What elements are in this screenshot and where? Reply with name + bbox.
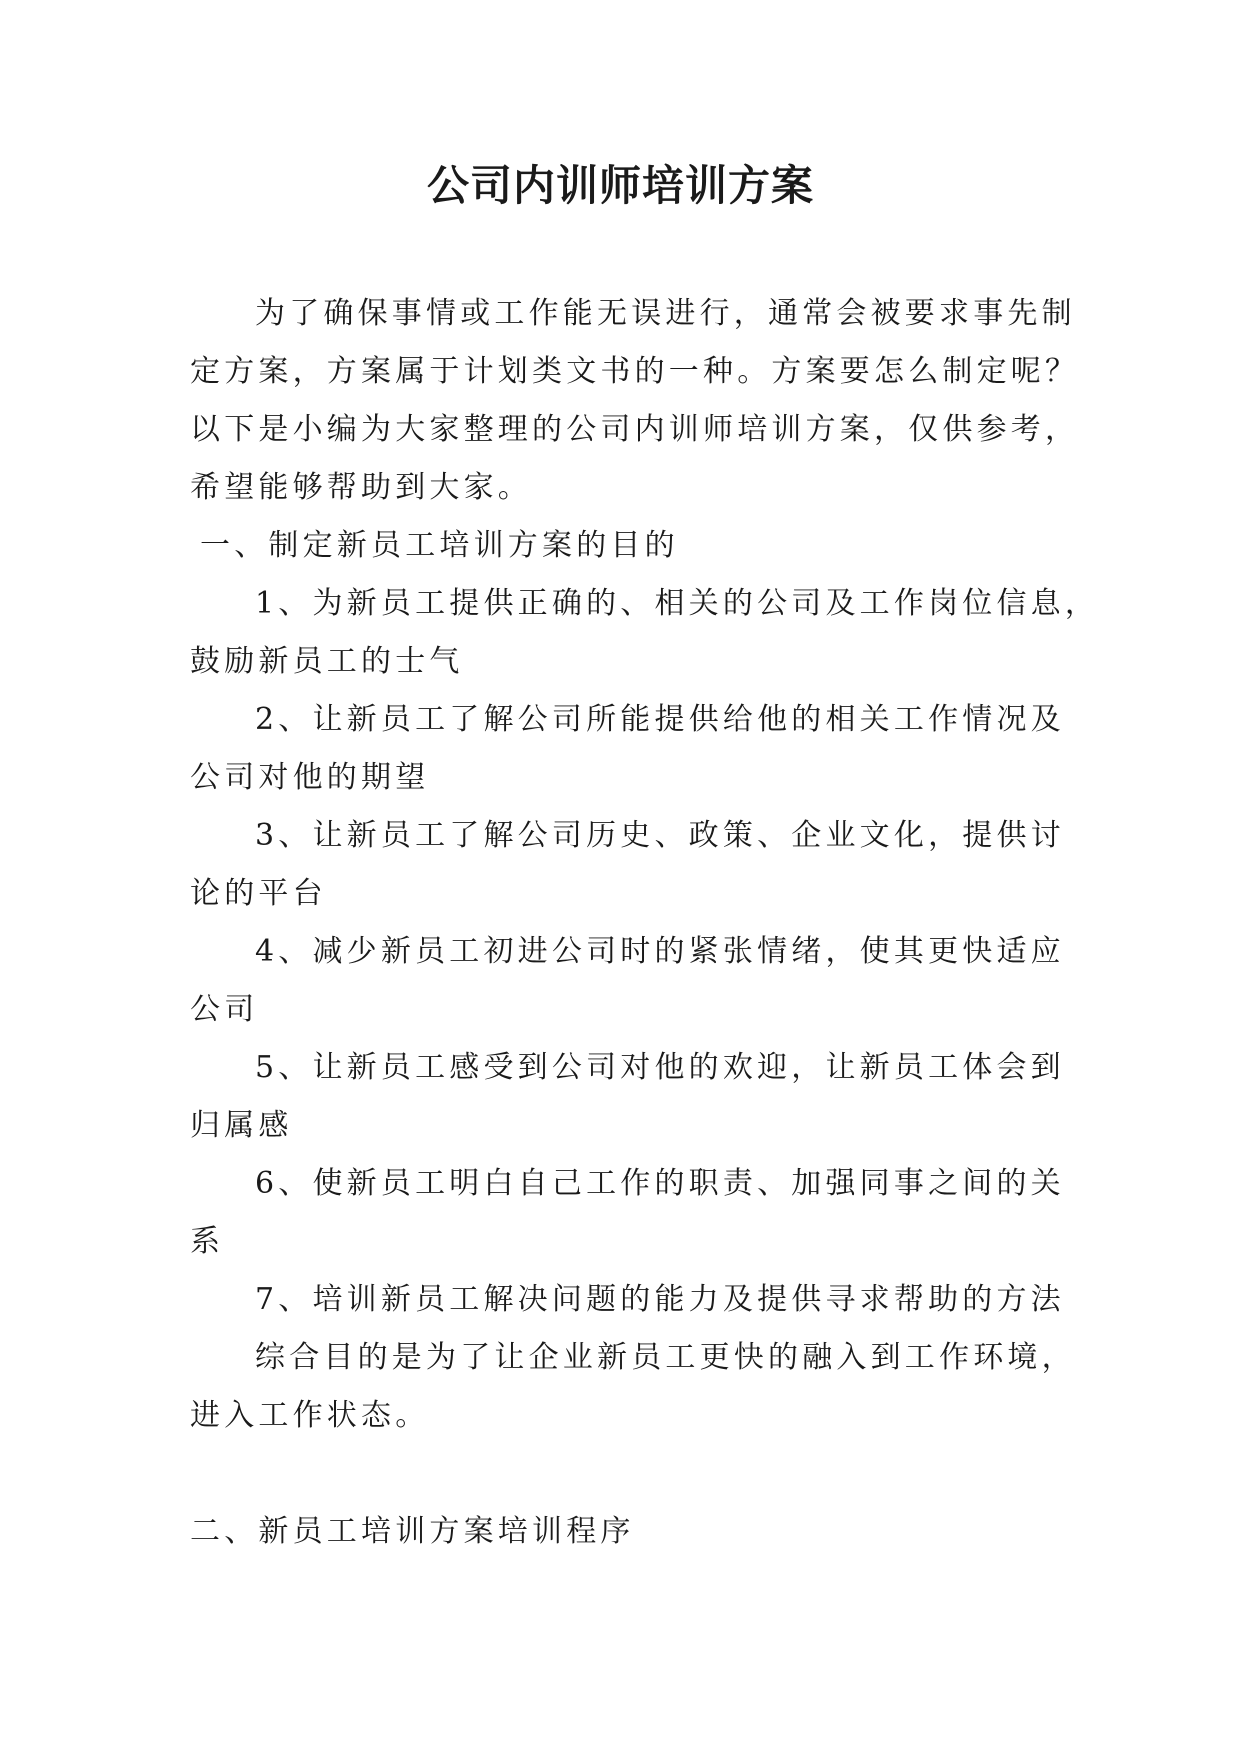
list-item-line: 鼓励新员工的士气 <box>190 644 464 679</box>
list-item-line: 1、为新员工提供正确的、相关的公司及工作岗位信息， <box>255 586 1100 621</box>
paragraph-line: 希望能够帮助到大家。 <box>190 470 532 505</box>
list-item-line: 6、使新员工明白自己工作的职责、加强同事之间的关 <box>255 1166 1065 1201</box>
document-title: 公司内训师培训方案 <box>426 161 814 210</box>
section-heading: 一、制定新员工培训方案的目的 <box>200 528 679 563</box>
list-item-line: 3、让新员工了解公司历史、政策、企业文化，提供讨 <box>255 818 1065 853</box>
list-item-line: 公司对他的期望 <box>190 760 430 795</box>
list-item-line: 论的平台 <box>190 876 327 911</box>
paragraph-line: 为了确保事情或工作能无误进行，通常会被要求事先制 <box>255 296 1076 331</box>
paragraph-line: 进入工作状态。 <box>190 1398 430 1433</box>
list-item-line: 7、培训新员工解决问题的能力及提供寻求帮助的方法 <box>255 1282 1065 1317</box>
list-item-line: 归属感 <box>190 1108 293 1143</box>
list-item-line: 公司 <box>190 992 259 1027</box>
section-heading: 二、新员工培训方案培训程序 <box>190 1514 635 1549</box>
list-item-line: 4、减少新员工初进公司时的紧张情绪，使其更快适应 <box>255 934 1065 969</box>
list-item-line: 系 <box>190 1224 225 1259</box>
paragraph-line: 综合目的是为了让企业新员工更快的融入到工作环境， <box>255 1340 1076 1375</box>
list-item-line: 2、让新员工了解公司所能提供给他的相关工作情况及 <box>255 702 1065 737</box>
list-item-line: 5、让新员工感受到公司对他的欢迎，让新员工体会到 <box>255 1050 1065 1085</box>
paragraph-line: 定方案，方案属于计划类文书的一种。方案要怎么制定呢？ <box>190 354 1080 389</box>
paragraph-line: 以下是小编为大家整理的公司内训师培训方案，仅供参考， <box>190 412 1080 447</box>
